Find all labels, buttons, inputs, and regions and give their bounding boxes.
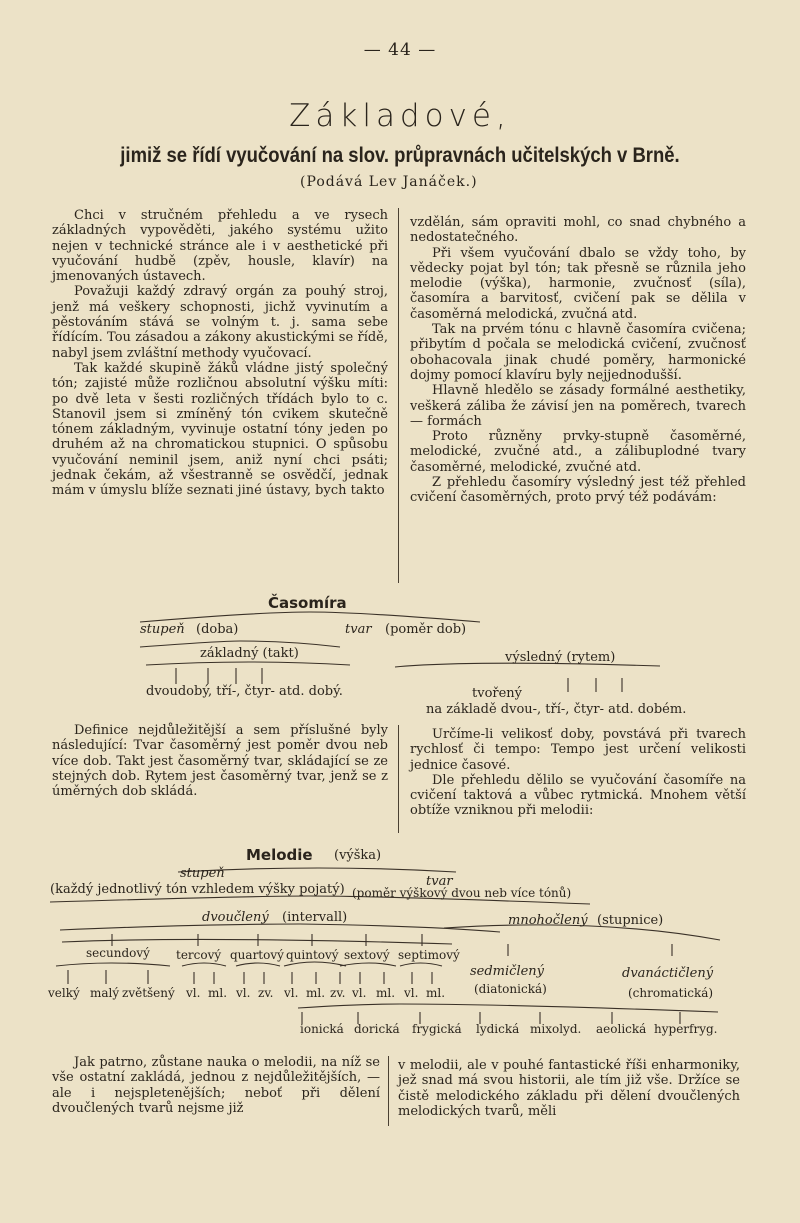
casomira-pomer-dob: (poměr dob) (385, 622, 467, 637)
size-maly: malý (90, 986, 120, 1000)
casomira-doba: (doba) (196, 622, 239, 637)
column-right-bottom (398, 1058, 740, 1119)
size-vl: vl. (186, 986, 201, 1000)
size-zv: zv. (330, 986, 346, 1000)
melodie-dvanacticleny: dvanáctičlený (622, 966, 714, 981)
author-line: (Podává Lev Janáček.) (300, 174, 478, 190)
paragraph: Tak na prvém tónu c hlavně časomíra cvičena; přibytím d počala se melodická cvičení, zvučnosť obohacovala jinak chudé poměry, harmonické dojmy pomocí klavíru byly nejjednodušší. (410, 322, 746, 383)
size-vl: vl. (284, 986, 299, 1000)
size-ml: ml. (376, 986, 396, 1000)
interval-sextovy: sextový (344, 948, 390, 962)
modes-brace (298, 1004, 718, 1012)
column-left-bottom (52, 1055, 380, 1116)
paragraph: Proto různěny prvky-stupně časoměrné, melodické, zvučné atd., a zálibuplodné tvary časoměrné, melodické, zvučné atd. (410, 429, 746, 475)
casomira-vysledny: výsledný (rytem) (505, 650, 616, 665)
melodie-dvoucleny: dvoučlený (202, 910, 269, 925)
melodie-mnohocleny: mnohočlený (508, 913, 588, 928)
casomira-na-zaklade: na základě dvou-, tří-, čtyr- atd. dobém. (426, 702, 687, 717)
paragraph: Definice nejdůležitější a sem příslušné byly následující: Tvar časoměrný jest poměr dvou neb více dob. Takt jest časoměrný tvar, skládající se ze stejných dob. Rytem jest časoměrný tvar, jenž se z úměrných dob skládá. (52, 723, 388, 800)
interval-tercovy: tercový (176, 948, 222, 962)
dvoucleny-brace (60, 924, 500, 932)
size-ml: ml. (208, 986, 228, 1000)
mode-hyperfryg: hyperfryg. (654, 1022, 718, 1036)
mode-mixolyd: mixolyd. (530, 1022, 582, 1036)
size-zvetseny: zvětšený (122, 986, 175, 1000)
melodie-stupen: stupeň (180, 866, 225, 881)
interval-secundovy: secundový (86, 946, 150, 960)
melodie-tvar: tvar (426, 874, 453, 889)
casomira-tvoreny: tvořený (472, 686, 523, 701)
size-ml: ml. (306, 986, 326, 1000)
casomira-tvar: tvar (345, 622, 372, 637)
paragraph: v melodii, ale v pouhé fantastické říši enharmoniky, jež snad má svou historii, ale tím již vše. Držíce se čistě melodického základu při dělení dvoučlených melodických tvarů, měli (398, 1058, 740, 1119)
article-title: Základové, (289, 98, 511, 134)
melodie-sedmicleny: sedmičlený (470, 964, 545, 979)
paragraph: Tak každé skupině žáků vládne jistý společný tón; zajisté může rozličnou absolutní výšku míti: po dvě leta v šesti rozličných třídách bylo to c. Stanovil jsem si zmíněný tón cvikem skutečně tónem základným, vyvinuje ostatní tóny jeden po druhém až na chromatickou stupnici. O spůsobu vyučování neminil jsem, aniž nyní chci psáti; jednak čekám, až všestranně se osvědčí, jednak mám v úmyslu blíže seznati jiné ústavy, bych takto (52, 360, 388, 499)
interval-quartovy: quartový (230, 948, 284, 962)
mode-frygicka: frygická (412, 1022, 462, 1036)
size-zv: zv. (258, 986, 274, 1000)
melodie-chromaticka: (chromatická) (628, 986, 714, 1000)
melodie-vyska: (výška) (334, 848, 382, 863)
paragraph: Chci v stručném přehledu a ve rysech základných vypověděti, jakého systému užito nejen v technické stránce ale i v aesthetické při vyučování hudbě (zpěv, housle, klavír) na jmenovaných ústavech. (52, 208, 388, 285)
paragraph: Hlavně hledělo se zásady formálné aesthetiky, veškerá záliba že závisí jen na poměrech, tvarech — formách (410, 383, 746, 429)
paragraph: vzdělán, sám opraviti mohl, co snad chybného a nedostatečného. (410, 215, 746, 246)
size-vl: vl. (352, 986, 367, 1000)
paragraph: Považuji každý zdravý orgán za pouhý stroj, jenž má veškery schopnosti, jichž vyvinutím a pěstováním stává se volným t. j. sama sebe řídícím. Tou zásadou a zákony akustickými se řídě, nabyl jsem zvláštní methody vyučovací. (52, 284, 388, 361)
paragraph: Z přehledu časomíry výsledný jest též přehled cvičení časoměrných, proto prvý též podávám: (410, 475, 746, 506)
casomira-heading: Časomíra (268, 594, 347, 612)
paragraph: Určíme-li velikosť doby, povstává při tvarech rychlosť či tempo: Tempo jest určení velikosti jednice časové. (410, 727, 746, 773)
page-number: — 44 — (363, 40, 437, 60)
article-subtitle: jimiž se řídí vyučování na slov. průpravnách učitelských v Brně. (120, 144, 680, 167)
mode-ionicka: ionická (300, 1022, 344, 1036)
mode-aeolicka: aeolická (596, 1022, 647, 1036)
casomira-stupen: stupeň (140, 622, 185, 637)
melodie-stupnice: (stupnice) (597, 913, 664, 928)
melodie-pomer: (poměr výškový dvou neb více tónů) (352, 886, 572, 900)
casomira-dvoudoby: dvoudobý, tří-, čtyr- atd. dobý. (146, 684, 343, 699)
interval-septimovy: septimový (398, 948, 460, 962)
interval-quintovy: quintový (286, 948, 339, 962)
mode-lydicka: lydická (476, 1022, 520, 1036)
casomira-zakladny: základný (takt) (200, 646, 299, 661)
paragraph: Při všem vyučování dbalo se vždy toho, by vědecky pojat byl tón; tak přesně se různila jeho melodie (výška), harmonie, zvučnosť (síla), časomíra a barvitosť, cvičení pak se dělila v časoměrná melodická, zvučná atd. (410, 245, 746, 322)
paragraph: Dle přehledu dělilo se vyučování časomíře na cvičení taktová a vůbec rytmická. Mnohem větší obtíže vzniknou při melodii: (410, 772, 746, 819)
size-ml: ml. (426, 986, 446, 1000)
mode-doricka: dorická (354, 1022, 400, 1036)
melodie-intervall: (intervall) (282, 910, 348, 925)
melodie-kazdy: (každý jednotlivý tón vzhledem výšky pojatý) (50, 882, 345, 897)
column-divider (388, 1056, 389, 1126)
melodie-heading: Melodie (246, 846, 313, 864)
melodie-diatonicka: (diatonická) (474, 982, 547, 996)
size-vl: vl. (236, 986, 251, 1000)
size-vl: vl. (404, 986, 419, 1000)
size-velky: velký (48, 986, 80, 1000)
paragraph: Jak patrno, zůstane nauka o melodii, na níž se vše ostatní zakládá, jednou z nejdůležitějších, — ale i nejspletenějších; neboť při dělení dvoučlených tvarů nejsme již (52, 1055, 380, 1116)
